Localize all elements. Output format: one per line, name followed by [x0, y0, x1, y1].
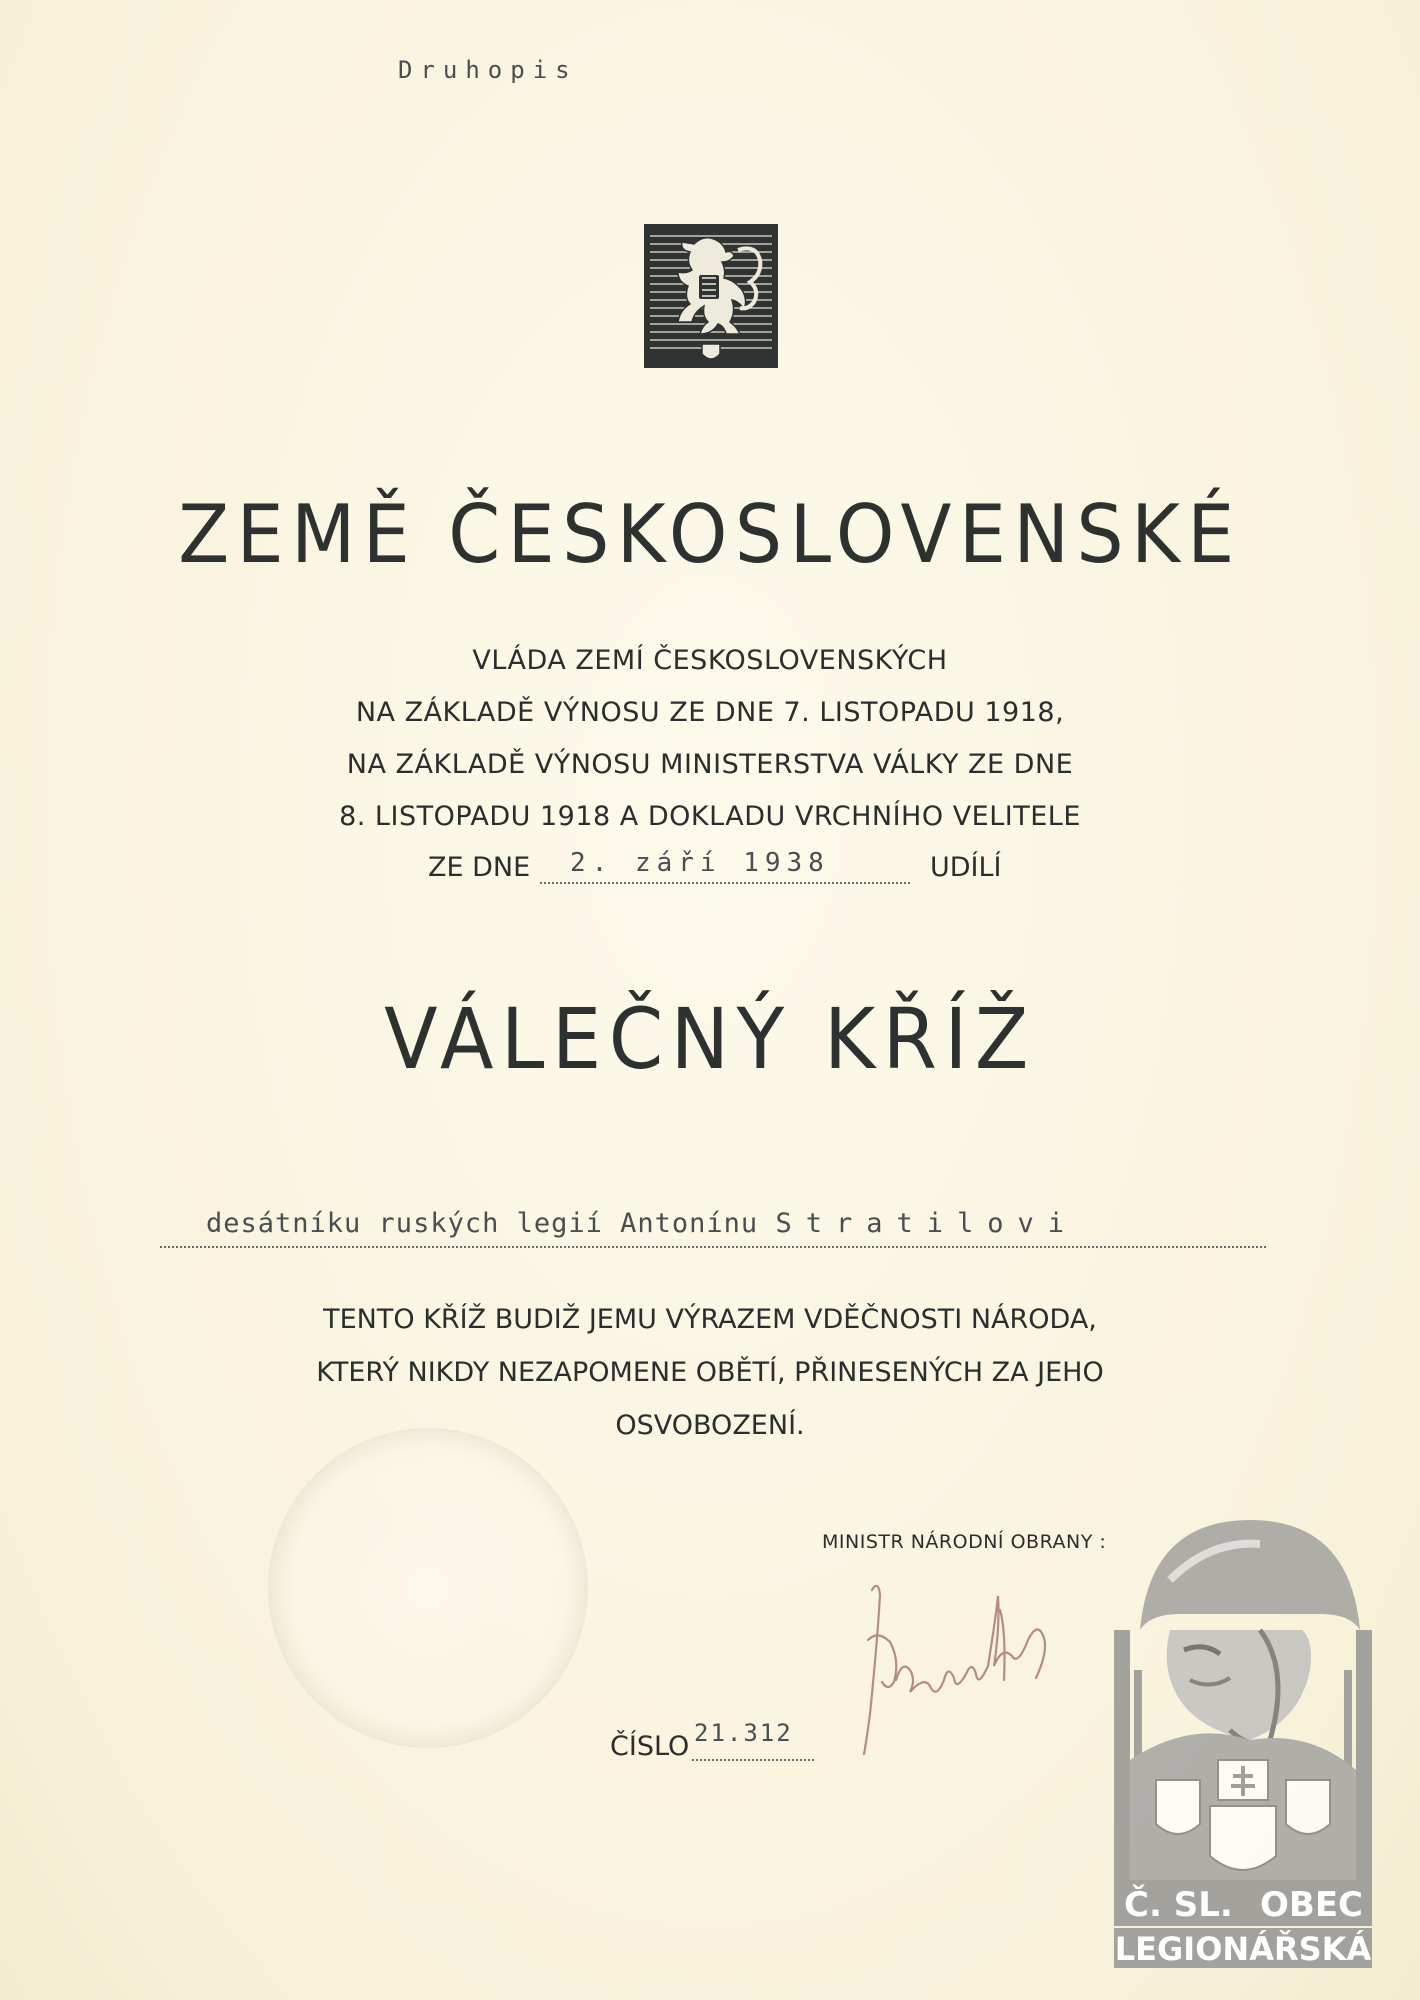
body-line-1: VLÁDA ZEMÍ ČESKOSLOVENSKÝCH — [472, 645, 948, 676]
date-suffix: UDÍLÍ — [930, 852, 1002, 883]
czech-lion-coat-of-arms-icon — [642, 222, 780, 370]
tribute-line-3: OSVOBOZENÍ. — [615, 1410, 805, 1441]
embossed-seal — [268, 1428, 588, 1748]
date-field — [540, 848, 910, 884]
document-title: ZEMĚ ČESKOSLOVENSKÉ — [178, 488, 1242, 581]
body-line-2: NA ZÁKLADĚ VÝNOSU ZE DNE 7. LISTOPADU 1918, — [355, 697, 1065, 728]
logo-text-3: LEGIONÁŘSKÁ — [1114, 1930, 1372, 1968]
number-label: ČÍSLO — [610, 1731, 690, 1762]
body-line-3: NA ZÁKLADĚ VÝNOSU MINISTERSTVA VÁLKY ZE DNE — [346, 749, 1074, 780]
number-field — [692, 1719, 814, 1761]
date-label: ZE DNE — [428, 852, 531, 883]
date-value: 2. září 1938 — [570, 848, 830, 878]
legion-association-logo — [1110, 1520, 1376, 1970]
handwritten-signature — [850, 1570, 1100, 1760]
recipient-surname: Stratilovi — [775, 1208, 1078, 1239]
tribute-line-2: KTERÝ NIKDY NEZAPOMENE OBĚTÍ, PŘINESENÝCH ZA JEHO — [316, 1357, 1104, 1388]
signatory-title: MINISTR NÁRODNÍ OBRANY : — [822, 1531, 1107, 1553]
award-title: VÁLEČNÝ KŘÍŽ — [384, 990, 1036, 1088]
logo-text-2: OBEC — [1260, 1885, 1363, 1925]
number-value: 21.312 — [694, 1719, 793, 1747]
body-line-4: 8. LISTOPADU 1918 A DOKLADU VRCHNÍHO VELITELE — [339, 801, 1081, 832]
recipient-prefix: desátníku ruských legií Antonínu — [206, 1208, 759, 1239]
logo-text-1: Č. SL. — [1124, 1885, 1233, 1925]
copy-mark: Druhopis — [398, 56, 578, 84]
tribute-line-1: TENTO KŘÍŽ BUDIŽ JEMU VÝRAZEM VDĚČNOSTI NÁRODA, — [323, 1304, 1097, 1335]
recipient-field — [160, 1210, 1266, 1248]
recipient-text — [206, 1208, 1078, 1239]
